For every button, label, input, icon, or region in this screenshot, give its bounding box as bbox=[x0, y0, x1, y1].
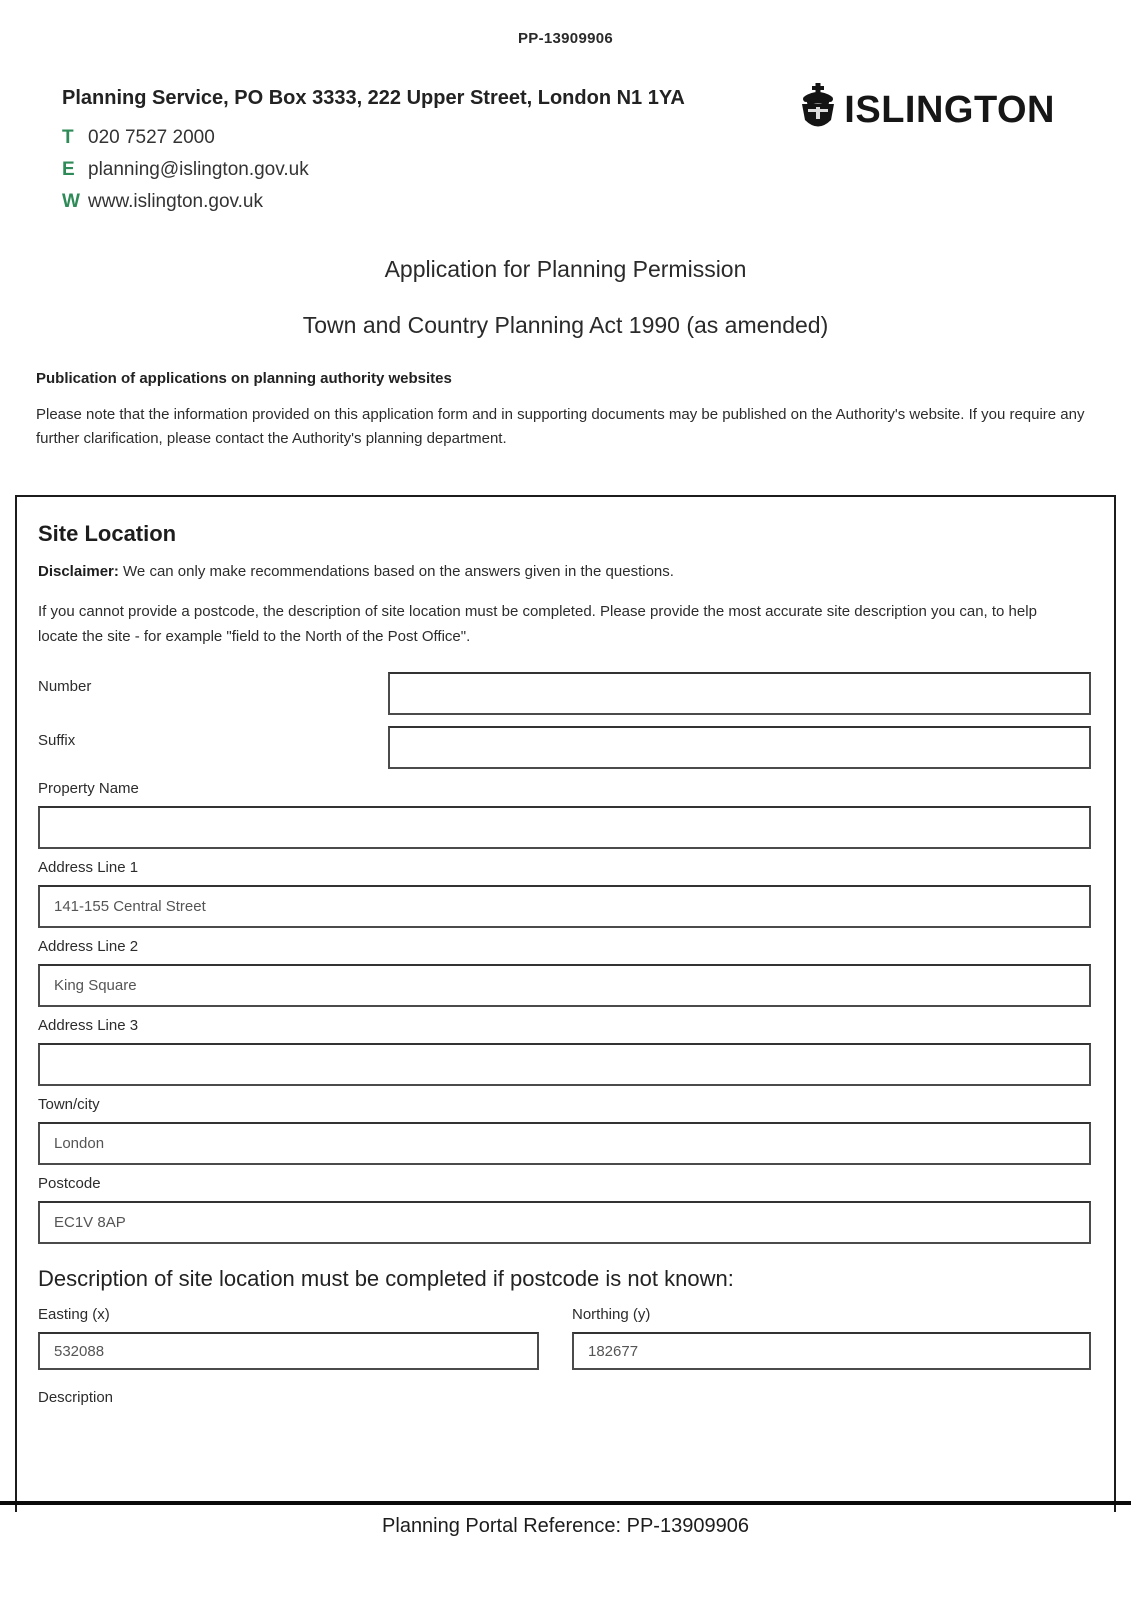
town-city-field bbox=[38, 1096, 1091, 1165]
website-line bbox=[62, 186, 685, 218]
address-line-2-label: Address Line 2 bbox=[38, 938, 139, 955]
postcode-input[interactable] bbox=[38, 1201, 1091, 1244]
postcode-guidance-text: If you cannot provide a postcode, the description of site location must be completed. Please provide the most accurate site description you can, to help locate the site - for example "field to the North of the Post Office". bbox=[38, 603, 1037, 645]
page-break-rule bbox=[0, 1501, 1131, 1505]
property-name-label: Property Name bbox=[38, 780, 139, 797]
postcode-field bbox=[38, 1175, 1091, 1244]
suffix-field-row bbox=[38, 726, 1091, 769]
suffix-label: Suffix bbox=[38, 732, 76, 749]
email-prefix: E bbox=[62, 159, 75, 180]
address-line-1-input[interactable] bbox=[38, 885, 1091, 928]
letterhead bbox=[62, 81, 1055, 218]
email-line bbox=[62, 154, 685, 186]
website-prefix: W bbox=[62, 191, 80, 212]
planning-portal-reference: Planning Portal Reference: PP-13909906 bbox=[382, 1515, 749, 1537]
disclaimer-body: We can only make recommendations based on the answers given in the questions. bbox=[123, 563, 674, 580]
disclaimer-text bbox=[38, 563, 1091, 580]
description-requirement-heading: Description of site location must be completed if postcode is not known: bbox=[38, 1266, 734, 1291]
property-name-input[interactable] bbox=[38, 806, 1091, 849]
number-input[interactable] bbox=[388, 672, 1091, 715]
northing-field bbox=[572, 1306, 1091, 1370]
application-reference: PP-13909906 bbox=[517, 30, 614, 47]
address-line-1-field bbox=[38, 859, 1091, 928]
address-line-1-label: Address Line 1 bbox=[38, 859, 139, 876]
easting-field bbox=[38, 1306, 539, 1370]
northing-label: Northing (y) bbox=[572, 1306, 651, 1323]
northing-input[interactable] bbox=[572, 1332, 1091, 1370]
address-line-3-label: Address Line 3 bbox=[38, 1017, 139, 1034]
address-line-2-field bbox=[38, 938, 1091, 1007]
address-line-2-input[interactable] bbox=[38, 964, 1091, 1007]
description-label: Description bbox=[38, 1389, 114, 1406]
email-address: planning@islington.gov.uk bbox=[88, 159, 309, 180]
postcode-label: Postcode bbox=[38, 1175, 101, 1192]
address-line-3-field bbox=[38, 1017, 1091, 1086]
contact-block bbox=[62, 81, 685, 218]
publication-body: Please note that the information provided on this application form and in supporting documents may be published on the Authority's website. If you require any further clarification, please contact the Authority's planning department. bbox=[36, 406, 1085, 447]
town-city-label: Town/city bbox=[38, 1096, 100, 1113]
easting-label: Easting (x) bbox=[38, 1306, 110, 1323]
phone-prefix: T bbox=[62, 127, 74, 148]
form-title: Application for Planning Permission bbox=[384, 256, 747, 282]
islington-crest-icon bbox=[798, 83, 838, 138]
property-name-field bbox=[38, 780, 1091, 849]
number-label: Number bbox=[38, 678, 92, 695]
address-line-3-input[interactable] bbox=[38, 1043, 1091, 1086]
service-address: Planning Service, PO Box 3333, 222 Upper Street, London N1 1YA bbox=[62, 87, 685, 109]
islington-logo bbox=[798, 83, 1055, 138]
number-field-row bbox=[38, 672, 1091, 715]
coordinates-row bbox=[38, 1306, 1091, 1370]
disclaimer-label: Disclaimer: bbox=[38, 563, 119, 580]
islington-wordmark: ISLINGTON bbox=[844, 89, 1055, 131]
website-url: www.islington.gov.uk bbox=[88, 191, 263, 212]
town-city-input[interactable] bbox=[38, 1122, 1091, 1165]
suffix-input[interactable] bbox=[388, 726, 1091, 769]
section-heading: Site Location bbox=[38, 521, 177, 546]
site-location-section bbox=[15, 495, 1116, 1512]
publication-heading: Publication of applications on planning authority websites bbox=[36, 370, 452, 387]
phone-number: 020 7527 2000 bbox=[88, 127, 215, 148]
easting-input[interactable] bbox=[38, 1332, 539, 1370]
phone-line bbox=[62, 122, 685, 154]
form-subtitle: Town and Country Planning Act 1990 (as amended) bbox=[302, 312, 829, 338]
